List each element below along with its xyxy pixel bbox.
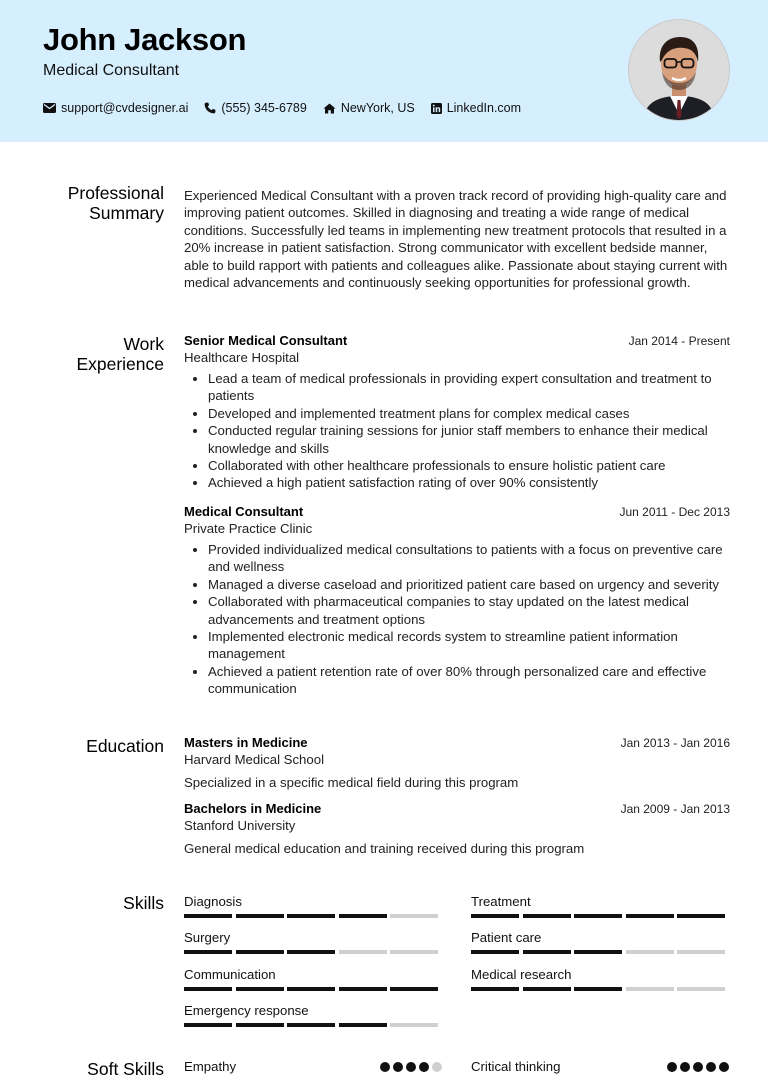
education-entry (184, 801, 730, 856)
skill-name: Patient care (471, 930, 542, 945)
skill-name: Emergency response (184, 1003, 309, 1018)
skill-level-segment (677, 914, 725, 918)
section-title-soft-skills: Soft Skills (87, 1059, 164, 1079)
skill-level-segment (184, 950, 232, 954)
education-dates: Jan 2009 - Jan 2013 (620, 802, 730, 816)
skill-level-bar (184, 987, 442, 991)
job-bullet: • Managed a diverse caseload and prioritized patient care based on urgency and severity (208, 576, 730, 593)
job-bullet: • Conducted regular training sessions for junior staff members to enhance their medical knowledge and skills (208, 422, 730, 457)
job-company: Private Practice Clinic (184, 521, 313, 536)
rating-dot (680, 1062, 690, 1072)
section-title-summary-line2: Summary (89, 203, 164, 223)
soft-skill-name: Empathy (184, 1059, 237, 1074)
home-icon (323, 103, 336, 114)
contact-location (323, 101, 415, 115)
skill-level-segment (339, 950, 387, 954)
skill-level-segment (523, 950, 571, 954)
skill-level-segment (339, 914, 387, 918)
skill-level-segment (390, 914, 438, 918)
education-dates: Jan 2013 - Jan 2016 (620, 736, 730, 750)
skill-level-segment (677, 950, 725, 954)
education-degree: Masters in Medicine (184, 735, 308, 750)
skill-level-segment (574, 914, 622, 918)
skill-level-segment (390, 1023, 438, 1027)
job-title: Senior Medical Consultant (184, 333, 348, 348)
soft-skill-rating (377, 1062, 442, 1072)
contact-phone[interactable] (204, 101, 306, 115)
soft-skill-rating (664, 1062, 729, 1072)
job-bullet: • Lead a team of medical professionals in providing expert consultation and treatment to patients (208, 370, 730, 405)
skill-level-segment (236, 950, 284, 954)
section-title-summary-line1: Professional (67, 183, 164, 203)
rating-dot (406, 1062, 416, 1072)
soft-skill-name: Critical thinking (471, 1059, 561, 1074)
skill-item (184, 930, 442, 954)
soft-skill-item (471, 1059, 729, 1074)
skill-item (184, 894, 442, 918)
education-description: Specialized in a specific medical field during this program (184, 775, 519, 790)
soft-skill-item (184, 1059, 442, 1074)
education-entry (184, 735, 730, 790)
skill-level-bar (184, 1023, 442, 1027)
rating-dot (693, 1062, 703, 1072)
contact-phone-text: (555) 345-6789 (221, 101, 307, 115)
skill-level-segment (184, 914, 232, 918)
education-school: Stanford University (184, 818, 296, 833)
skill-item (184, 1003, 442, 1027)
skill-level-segment (471, 914, 519, 918)
job-company: Healthcare Hospital (184, 350, 300, 365)
skill-name: Medical research (471, 967, 572, 982)
section-title-work-line1: Work (123, 334, 164, 354)
contact-linkedin-text: LinkedIn.com (446, 101, 522, 115)
skill-level-segment (236, 987, 284, 991)
skill-item (471, 930, 729, 954)
skill-item (471, 967, 729, 991)
job-title: Medical Consultant (184, 504, 304, 519)
section-title-work (76, 334, 164, 374)
job-bullet: • Collaborated with pharmaceutical companies to stay updated on the latest medical advancements and treatment options (208, 593, 730, 628)
job-bullet: • Achieved a patient retention rate of over 80% through personalized care and effective communication (208, 663, 730, 698)
skill-level-segment (236, 1023, 284, 1027)
job-bullet: • Provided individualized medical consultations to patients with a focus on preventive care and wellness (208, 541, 730, 576)
job-dates: Jan 2014 - Present (628, 334, 730, 348)
skill-level-segment (184, 1023, 232, 1027)
skill-level-segment (287, 1023, 335, 1027)
job-dates: Jun 2011 - Dec 2013 (619, 505, 730, 519)
skill-level-bar (184, 914, 442, 918)
skill-name: Diagnosis (184, 894, 242, 909)
education-description: General medical education and training received during this program (184, 841, 585, 856)
job-entry (184, 333, 730, 492)
rating-dot (432, 1062, 442, 1072)
contact-linkedin[interactable] (431, 101, 521, 115)
skill-level-bar (471, 950, 729, 954)
mail-icon (43, 103, 56, 113)
candidate-name: John Jackson (43, 22, 247, 57)
skill-level-segment (574, 950, 622, 954)
section-title-skills: Skills (123, 893, 164, 913)
skill-level-segment (626, 914, 674, 918)
contact-email[interactable] (43, 101, 188, 115)
section-title-summary (68, 183, 164, 223)
skill-item (184, 967, 442, 991)
rating-dot (719, 1062, 729, 1072)
skill-name: Surgery (184, 930, 231, 945)
job-entry (184, 504, 730, 698)
skill-level-bar (471, 987, 729, 991)
contact-row (43, 101, 537, 115)
education-school: Harvard Medical School (184, 752, 324, 767)
education-degree: Bachelors in Medicine (184, 801, 322, 816)
skill-level-segment (236, 914, 284, 918)
rating-dot (419, 1062, 429, 1072)
candidate-title: Medical Consultant (43, 62, 180, 79)
linkedin-icon (431, 103, 442, 114)
skill-level-bar (184, 950, 442, 954)
header-band (0, 0, 768, 142)
skill-level-segment (339, 1023, 387, 1027)
skill-level-segment (390, 950, 438, 954)
rating-dot (393, 1062, 403, 1072)
skill-level-segment (339, 987, 387, 991)
job-bullet: • Achieved a high patient satisfaction rating of over 90% consistently (208, 474, 730, 491)
job-bullet: • Implemented electronic medical records system to streamline patient information management (208, 628, 730, 663)
section-title-education: Education (86, 736, 164, 756)
job-bullets (184, 541, 730, 698)
skill-level-segment (287, 914, 335, 918)
skill-level-segment (390, 987, 438, 991)
phone-icon (204, 102, 216, 114)
job-bullet: • Collaborated with other healthcare professionals to ensure holistic patient care (208, 457, 730, 474)
skill-level-segment (471, 987, 519, 991)
skill-level-segment (287, 950, 335, 954)
rating-dot (380, 1062, 390, 1072)
summary-text: Experienced Medical Consultant with a proven track record of providing high-quality care and improving patient outcomes. Skilled in diagnosing and treating a wide range of medical conditions. Successfully led teams in implementing new treatment protocols that resulted in a 20% increase in patient satisfaction. Strong communicator with excellent bedside manner, able to build rapport with patients and colleagues alike. Passionate about staying current with medical advancements and continuously seeking opportunities for professional growth. (184, 188, 728, 291)
skill-level-segment (677, 987, 725, 991)
skill-level-segment (184, 987, 232, 991)
section-title-work-line2: Experience (76, 354, 164, 374)
rating-dot (667, 1062, 677, 1072)
skill-level-segment (574, 987, 622, 991)
contact-location-text: NewYork, US (340, 101, 415, 115)
skill-level-bar (471, 914, 729, 918)
job-bullet: • Developed and implemented treatment plans for complex medical cases (208, 405, 730, 422)
skill-name: Communication (184, 967, 276, 982)
skill-level-segment (626, 950, 674, 954)
profile-photo (628, 19, 730, 121)
skill-level-segment (523, 914, 571, 918)
skill-name: Treatment (471, 894, 531, 909)
skill-item (471, 894, 729, 918)
skill-level-segment (523, 987, 571, 991)
skill-level-segment (626, 987, 674, 991)
job-bullets (184, 370, 730, 492)
skill-level-segment (471, 950, 519, 954)
contact-email-text: support@cvdesigner.ai (61, 101, 189, 115)
skill-level-segment (287, 987, 335, 991)
rating-dot (706, 1062, 716, 1072)
